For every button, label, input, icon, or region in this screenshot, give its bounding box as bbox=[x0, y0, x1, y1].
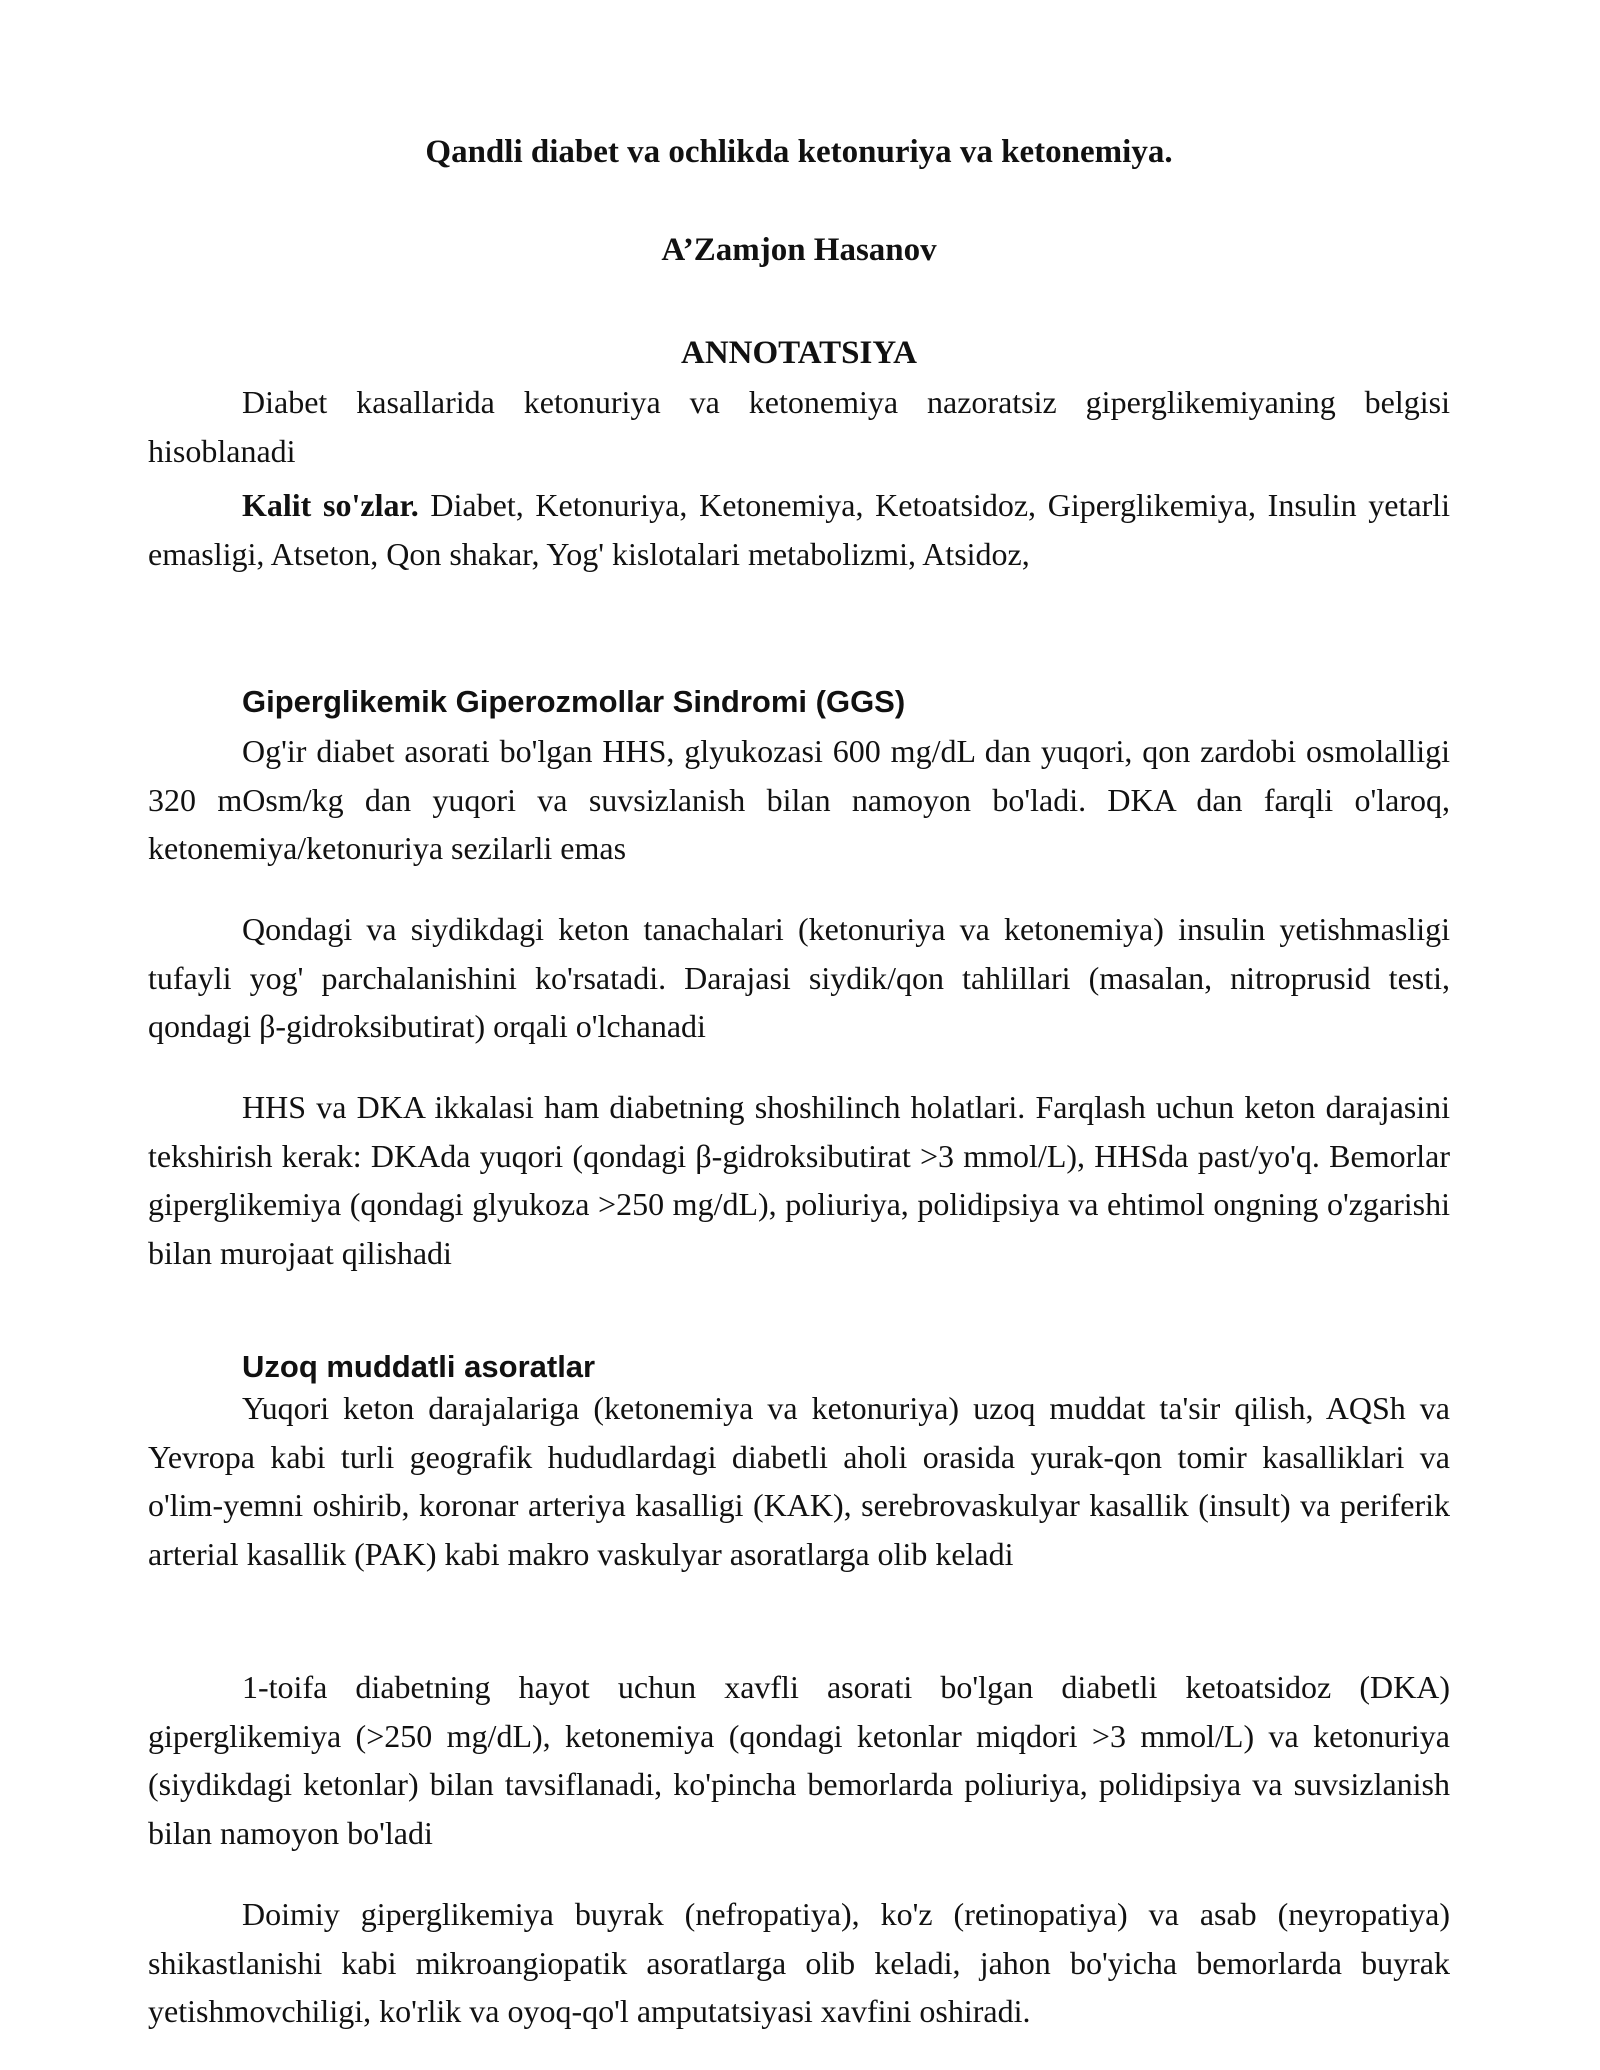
paragraph-hhs-dka-comparison: HHS va DKA ikkalasi ham diabetning shoshilinch holatlari. Farqlash uchun keton darajasini tekshirish kerak: DKAda yuqori (qondagi β-gidroksibutirat >3 mmol/L), HHSda past/yo'q. Bemorlar giperglikemiya (qondagi glyukoza >250 mg/dL), poliuriya, polidipsiya va ehtimol ongning o'zgarishi bilan murojaat qilishadi bbox=[148, 1089, 1450, 1271]
document-title: Qandli diabet va ochlikda ketonuriya va ketonemiya. bbox=[425, 134, 1173, 170]
section-heading-long-term: Uzoq muddatli asoratlar bbox=[242, 1349, 596, 1384]
paragraph-ketone-bodies: Qondagi va siydikdagi keton tanachalari (ketonuriya va ketonemiya) insulin yetishmasligi tufayli yog' parchalanishini ko'rsatadi. Darajasi siydik/qon tahlillari (masalan, nitroprusid testi, qondagi β-gidroksibutirat) orqali o'lchanadi bbox=[148, 911, 1450, 1044]
paragraph-microvascular: Doimiy giperglikemiya buyrak (nefropatiya), ko'z (retinopatiya) va asab (neyropatiya) shikastlanishi kabi mikroangiopatik asoratlarga olib keladi, jahon bo'yicha bemorlarda buyrak yetishmovchiligi, ko'rlik va oyoq-qo'l amputatsiyasi xavfini oshiradi. bbox=[148, 1896, 1450, 2029]
section-heading-ggs: Giperglikemik Giperozmollar Sindromi (GGS) bbox=[242, 684, 906, 719]
author-name: A’Zamjon Hasanov bbox=[661, 232, 937, 268]
keywords-label: Kalit so'zlar. bbox=[242, 487, 419, 523]
paragraph-hhs-definition: Og'ir diabet asorati bo'lgan HHS, glyukozasi 600 mg/dL dan yuqori, qon zardobi osmolalligi 320 mOsm/kg dan yuqori va suvsizlanish bilan namoyon bo'ladi. DKA dan farqli o'laroq, ketonemiya/ketonuriya sezilarli emas bbox=[148, 733, 1450, 866]
keywords-paragraph bbox=[148, 481, 1450, 578]
abstract-heading: ANNOTATSIYA bbox=[681, 335, 917, 371]
paragraph-dka: 1-toifa diabetning hayot uchun xavfli asorati bo'lgan diabetli ketoatsidoz (DKA) giperglikemiya (>250 mg/dL), ketonemiya (qondagi ketonlar miqdori >3 mmol/L) va ketonuriya (siydikdagi ketonlar) bilan tavsiflanadi, ko'pincha bemorlarda poliuriya, polidipsiya va suvsizlanish bilan namoyon bo'ladi bbox=[148, 1669, 1450, 1851]
keywords-text: Diabet, Ketonuriya, Ketonemiya, Ketoatsidoz, Giperglikemiya, Insulin yetarli emasligi, Atseton, Qon shakar, Yog' kislotalari metabolizmi, Atsidoz, bbox=[148, 487, 1451, 572]
paragraph-macrovascular: Yuqori keton darajalariga (ketonemiya va ketonuriya) uzoq muddat ta'sir qilish, AQSh va Yevropa kabi turli geografik hududlardagi diabetli aholi orasida yurak-qon tomir kasalliklari va o'lim-yemni oshirib, koronar arteriya kasalligi (KAK), serebrovaskulyar kasallik (insult) va periferik arterial kasallik (PAK) kabi makro vaskulyar asoratlarga olib keladi bbox=[148, 1390, 1450, 1572]
abstract-text: Diabet kasallarida ketonuriya va ketonemiya nazoratsiz giperglikemiyaning belgisi hisoblanadi bbox=[148, 384, 1450, 469]
